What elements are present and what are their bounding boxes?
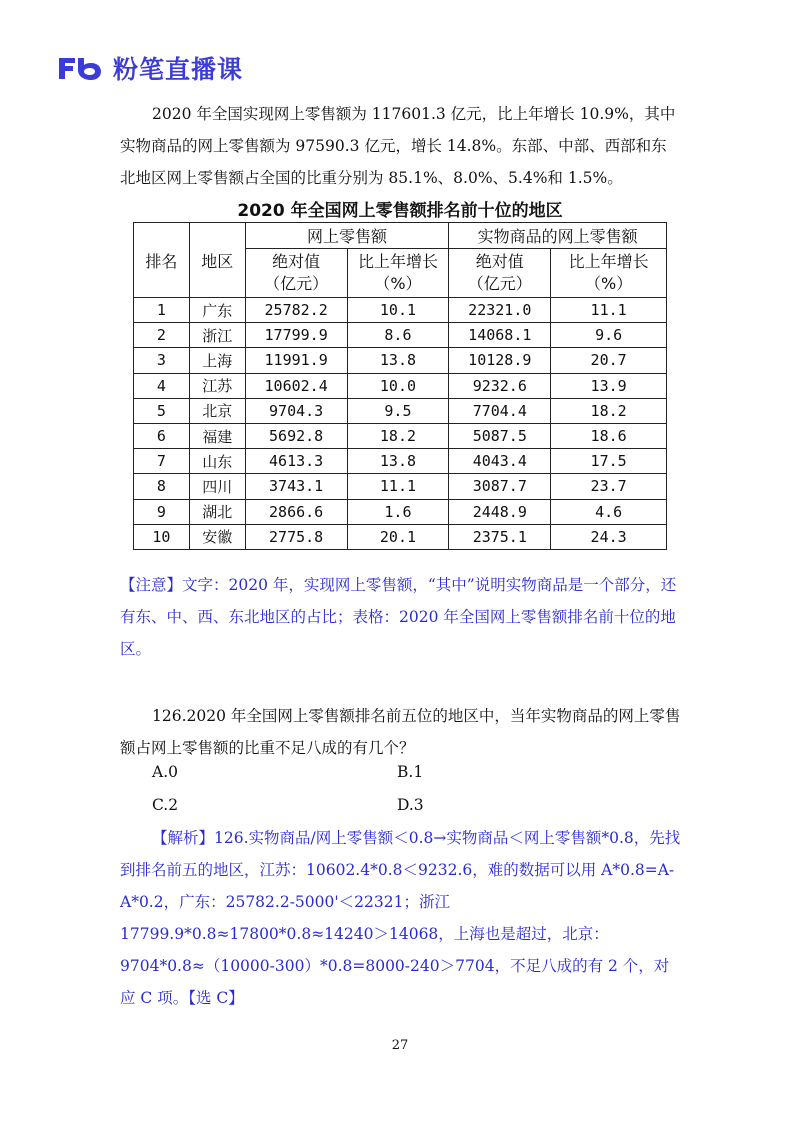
table-title: 2020 年全国网上零售额排名前十位的地区 — [237, 201, 563, 221]
cell-rank: 1 — [134, 298, 190, 323]
cell-physical-growth: 18.6 — [551, 423, 667, 448]
cell-rank: 9 — [134, 499, 190, 524]
cell-physical-growth: 20.7 — [551, 348, 667, 373]
cell-online-growth: 11.1 — [347, 474, 449, 499]
cell-online-growth: 18.2 — [347, 423, 449, 448]
option-b: B.1 — [397, 763, 424, 781]
cell-online: 2866.6 — [245, 499, 347, 524]
cell-online-growth: 10.0 — [347, 373, 449, 398]
cell-region: 安徽 — [189, 524, 245, 549]
cell-online: 9704.3 — [245, 398, 347, 423]
option-c: C.2 — [152, 796, 179, 814]
cell-region: 湖北 — [189, 499, 245, 524]
cell-physical: 2375.1 — [449, 524, 551, 549]
analysis-paragraph: 【解析】126.实物商品/网上零售额＜0.8→实物商品＜网上零售额*0.8，先找到排名前五的地区，江苏：10602.4*0.8＜9232.6，难的数据可以用 A*0.8=A-A*0.2，广东：25782.2-5000'＜22321；浙江 17799.9*0.8≈17800*0.8≈14240＞14068，上海也是超过，北京：9704*0.8≈（10000-300）*0.8=8000-240＞7704，不足八成的有 2 个，对应 C 项。【选 C】 — [120, 829, 681, 1007]
cell-online: 25782.2 — [245, 298, 347, 323]
page-number: 27 — [391, 1038, 409, 1053]
cell-physical-growth: 13.9 — [551, 373, 667, 398]
header-region: 地区 — [189, 223, 245, 298]
cell-online-growth: 20.1 — [347, 524, 449, 549]
cell-online-growth: 8.6 — [347, 323, 449, 348]
table-row — [134, 474, 667, 499]
table-row — [134, 398, 667, 423]
table-row — [134, 323, 667, 348]
cell-physical: 22321.0 — [449, 298, 551, 323]
cell-online: 5692.8 — [245, 423, 347, 448]
header-online-group: 网上零售额 — [245, 223, 449, 249]
cell-physical: 3087.7 — [449, 474, 551, 499]
cell-online: 11991.9 — [245, 348, 347, 373]
cell-region: 四川 — [189, 474, 245, 499]
header-physical-group: 实物商品的网上零售额 — [449, 223, 667, 249]
question-text: 126.2020 年全国网上零售额排名前五位的地区中，当年实物商品的网上零售额占网上零售额的比重不足八成的有几个？ — [120, 707, 681, 757]
cell-physical: 14068.1 — [449, 323, 551, 348]
table-row — [134, 499, 667, 524]
cell-rank: 5 — [134, 398, 190, 423]
option-d: D.3 — [397, 796, 424, 814]
cell-region: 山东 — [189, 449, 245, 474]
header-physical-growth: 比上年增长 （%） — [551, 249, 667, 298]
cell-physical: 10128.9 — [449, 348, 551, 373]
table-row — [134, 423, 667, 448]
cell-physical: 7704.4 — [449, 398, 551, 423]
cell-physical: 5087.5 — [449, 423, 551, 448]
fb-logo-icon — [57, 55, 105, 81]
header-rank: 排名 — [134, 223, 190, 298]
brand-logo — [57, 50, 243, 86]
cell-region: 浙江 — [189, 323, 245, 348]
cell-region: 广东 — [189, 298, 245, 323]
cell-physical: 2448.9 — [449, 499, 551, 524]
cell-online: 2775.8 — [245, 524, 347, 549]
cell-physical-growth: 9.6 — [551, 323, 667, 348]
cell-physical-growth: 23.7 — [551, 474, 667, 499]
cell-online: 17799.9 — [245, 323, 347, 348]
cell-region: 北京 — [189, 398, 245, 423]
table-row — [134, 373, 667, 398]
note-paragraph: 【注意】文字：2020 年，实现网上零售额，“其中”说明实物商品是一个部分，还有东、中、西、东北地区的占比；表格：2020 年全国网上零售额排名前十位的地区。 — [120, 576, 677, 658]
table-row — [134, 348, 667, 373]
cell-region: 福建 — [189, 423, 245, 448]
cell-online-growth: 10.1 — [347, 298, 449, 323]
cell-rank: 3 — [134, 348, 190, 373]
cell-rank: 2 — [134, 323, 190, 348]
brand-name: 粉笔直播课 — [113, 55, 244, 84]
cell-online: 4613.3 — [245, 449, 347, 474]
table-row — [134, 524, 667, 549]
cell-physical-growth: 17.5 — [551, 449, 667, 474]
header-online-growth: 比上年增长 （%） — [347, 249, 449, 298]
table-body — [134, 298, 667, 550]
cell-online-growth: 1.6 — [347, 499, 449, 524]
cell-region: 江苏 — [189, 373, 245, 398]
cell-online: 10602.4 — [245, 373, 347, 398]
cell-rank: 4 — [134, 373, 190, 398]
cell-online-growth: 13.8 — [347, 348, 449, 373]
cell-physical-growth: 18.2 — [551, 398, 667, 423]
cell-rank: 8 — [134, 474, 190, 499]
option-a: A.0 — [152, 763, 178, 781]
cell-region: 上海 — [189, 348, 245, 373]
cell-physical-growth: 4.6 — [551, 499, 667, 524]
intro-paragraph: 2020 年全国实现网上零售额为 117601.3 亿元，比上年增长 10.9%，其中实物商品的网上零售额为 97590.3 亿元，增长 14.8%。东部、中部、西部和东北地区网上零售额占全国的比重分别为 85.1%、8.0%、5.4%和 1.5%。 — [120, 105, 676, 187]
cell-physical-growth: 24.3 — [551, 524, 667, 549]
table-row — [134, 449, 667, 474]
cell-rank: 6 — [134, 423, 190, 448]
data-table-section — [133, 200, 667, 550]
cell-online-growth: 9.5 — [347, 398, 449, 423]
cell-online: 3743.1 — [245, 474, 347, 499]
cell-rank: 7 — [134, 449, 190, 474]
cell-physical: 4043.4 — [449, 449, 551, 474]
table-row — [134, 298, 667, 323]
cell-physical-growth: 11.1 — [551, 298, 667, 323]
header-physical-absolute: 绝对值 （亿元） — [449, 249, 551, 298]
cell-physical: 9232.6 — [449, 373, 551, 398]
cell-online-growth: 13.8 — [347, 449, 449, 474]
data-table — [133, 222, 667, 550]
header-online-absolute: 绝对值 （亿元） — [245, 249, 347, 298]
cell-rank: 10 — [134, 524, 190, 549]
